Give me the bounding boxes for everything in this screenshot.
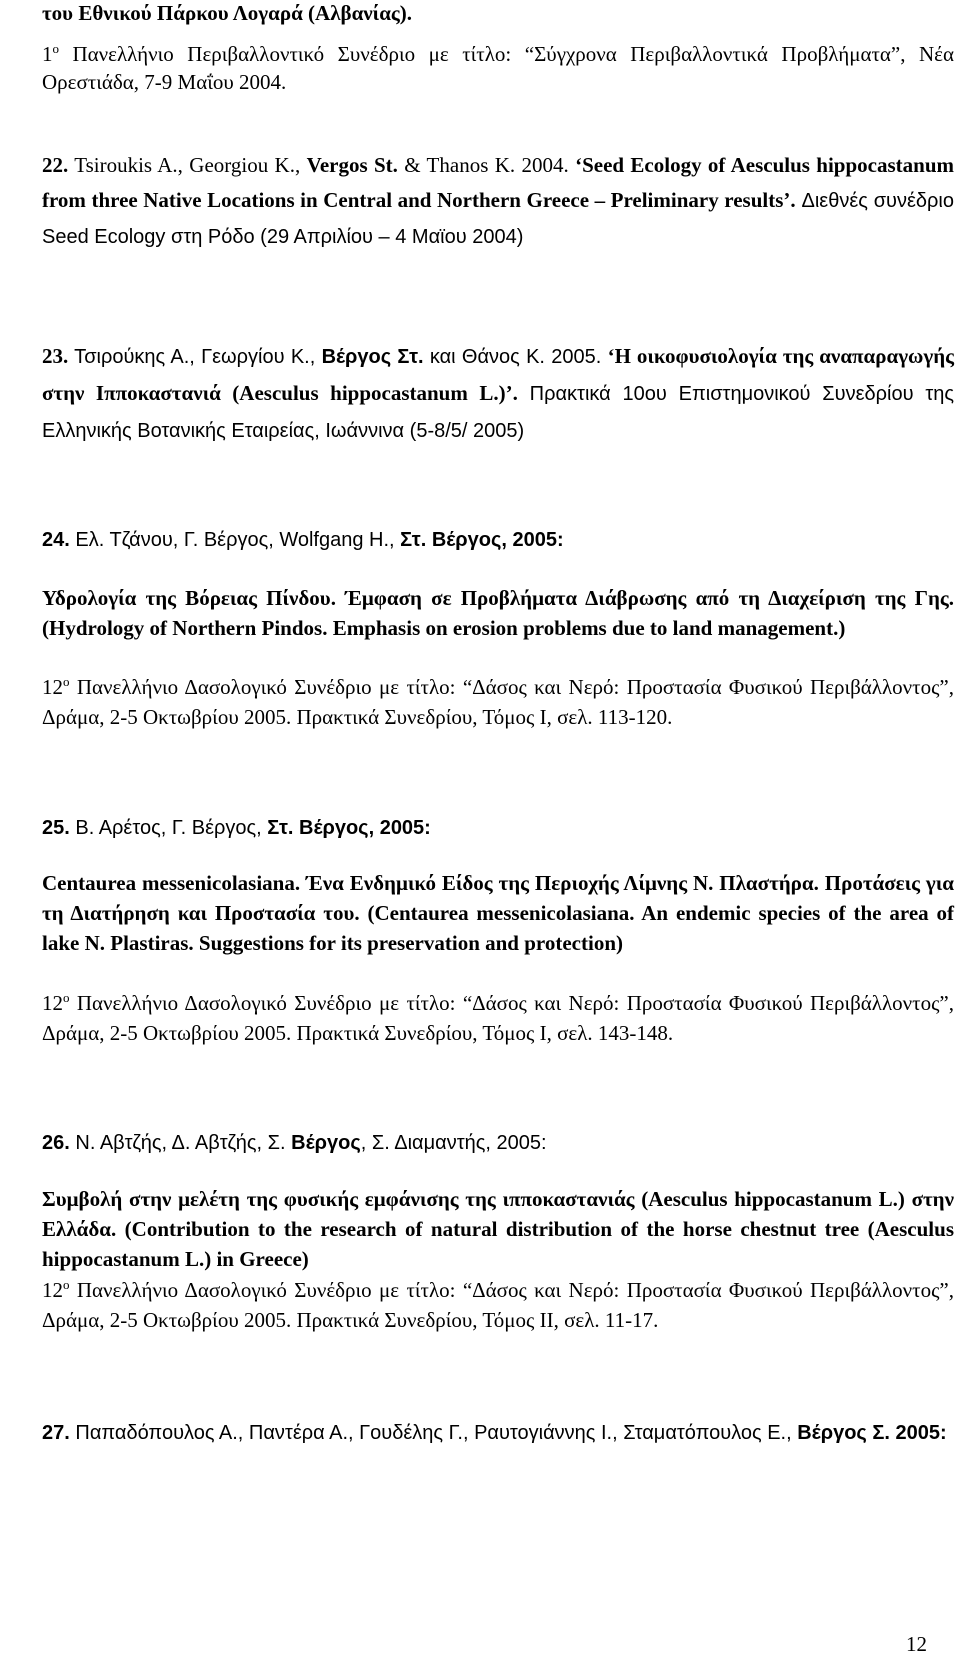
conf-ordinal: ο	[52, 41, 59, 56]
entry-authors-tail: & Thanos K. 2004.	[397, 153, 576, 177]
entry-authors: Παπαδόπουλος Α., Παντέρα Α., Γουδέλης Γ., Ραυτογιάννης Ι., Σταματόπουλος Ε.,	[69, 1422, 798, 1444]
entry-authors-tail: , Σ. Διαμαντής, 2005:	[360, 1132, 547, 1154]
entry-venue: Διεθνές συνέδριο Seed Ecology στη Ρόδο (29 Απριλίου – 4 Μαϊου 2004)	[42, 190, 954, 248]
entry-24-title	[42, 583, 954, 643]
venue-number: 12	[42, 1278, 63, 1302]
entry-author-highlight: Στ. Βέργος, 2005:	[267, 817, 431, 839]
entry-title: Συμβολή στην μελέτη της φυσικής εμφάνισης της ιπποκαστανιάς (Aesculus hippocastanum L.) στην Ελλάδα. (Contribution to the research of natural distribution of the horse chestnut tree (Aesculus hippocastanum L.) in Greece)	[42, 1187, 954, 1271]
entry-authors: Τσιρούκης Α., Γεωργίου Κ.,	[68, 346, 322, 368]
entry-title: Centaurea messenicolasiana. Ένα Ενδημικό Είδος της Περιοχής Λίμνης Ν. Πλαστήρα. Προτάσεις για τη Διατήρηση και Προστασία του. (Centaurea messenicolasiana. An endemic species of the area of lake N. Plastiras. Suggestions for its preservation and protection)	[42, 871, 954, 955]
venue-ordinal: ο	[63, 1277, 70, 1292]
entry-authors: Tsiroukis A., Georgiou K.,	[68, 153, 307, 177]
venue-number: 12	[42, 675, 63, 699]
entry-27	[42, 1418, 954, 1448]
entry-25-venue	[42, 988, 954, 1048]
entry-author-highlight: Βέργος Σ. 2005:	[797, 1422, 947, 1444]
entry-venue: Πρακτικά 10ου Επιστημονικού Συνεδρίου της Ελληνικής Βοτανικής Εταιρείας, Ιωάννινα (5-8/5/ 2005)	[42, 383, 955, 442]
conf-number: 1	[42, 42, 53, 66]
entry-26-header	[42, 1128, 954, 1158]
entry-venue: Πανελλήνιο Δασολογικό Συνέδριο με τίτλο: “Δάσος και Νερό: Προστασία Φυσικού Περιβάλλοντος”, Δράμα, 2-5 Οκτωβρίου 2005. Πρακτικά Συνεδρίου, Τόμος ΙΙ, σελ. 11-17.	[42, 1278, 954, 1332]
entry-author-highlight: Βέργος	[291, 1132, 361, 1154]
entry-authors: Β. Αρέτος, Γ. Βέργος,	[69, 817, 268, 839]
entry-number: 27.	[42, 1422, 70, 1444]
top-continuation-line	[42, 0, 954, 26]
entry-number: 26.	[42, 1132, 70, 1154]
entry-venue: Πανελλήνιο Δασολογικό Συνέδριο με τίτλο: “Δάσος και Νερό: Προστασία Φυσικού Περιβάλλοντος”, Δράμα, 2-5 Οκτωβρίου 2005. Πρακτικά Συνεδρίου, Τόμος Ι, σελ. 143-148.	[42, 991, 954, 1045]
conf-description: Πανελλήνιο Περιβαλλοντικό Συνέδριο με τίτλο: “Σύγχρονα Περιβαλλοντικά Προβλήματα”, Νέα Ορεστιάδα, 7-9 Μαΐου 2004.	[42, 42, 954, 94]
venue-ordinal: ο	[63, 674, 70, 689]
entry-25-header	[42, 813, 954, 843]
entry-title: ‘Η οικοφυσιολογία της αναπαραγωγής στην Ιπποκαστανιά (Aesculus hippocastanum L.)’.	[42, 344, 955, 405]
top-conference-text	[42, 40, 954, 96]
entry-number: 25.	[42, 817, 70, 839]
entry-author-highlight: Βέργος Στ.	[321, 346, 424, 368]
entry-authors: Ν. Αβτζής, Δ. Αβτζής, Σ.	[69, 1132, 292, 1154]
entry-23	[42, 338, 954, 449]
venue-number: 12	[42, 991, 63, 1015]
entry-22	[42, 148, 954, 255]
entry-author-highlight: Vergos St.	[306, 153, 398, 177]
entry-number: 22.	[42, 153, 69, 177]
entry-number: 24.	[42, 529, 70, 551]
entry-26-title	[42, 1184, 954, 1274]
entry-24-venue	[42, 672, 954, 732]
venue-ordinal: ο	[63, 990, 70, 1005]
entry-25-title	[42, 868, 954, 958]
entry-author-highlight: Στ. Βέργος, 2005:	[400, 529, 564, 551]
entry-26-venue	[42, 1275, 954, 1335]
entry-24-header	[42, 525, 954, 555]
entry-title: Υδρολογία της Βόρειας Πίνδου. Έμφαση σε Προβλήματα Διάβρωσης από τη Διαχείριση της Γης. (Hydrology of Northern Pindos. Emphasis on erosion problems due to land management.)	[42, 586, 954, 640]
continuation-text: του Εθνικού Πάρκου Λογαρά (Αλβανίας).	[42, 1, 413, 25]
entry-venue: Πανελλήνιο Δασολογικό Συνέδριο με τίτλο: “Δάσος και Νερό: Προστασία Φυσικού Περιβάλλοντος”, Δράμα, 2-5 Οκτωβρίου 2005. Πρακτικά Συνεδρίου, Τόμος Ι, σελ. 113-120.	[42, 675, 954, 729]
entry-authors: Ελ. Τζάνου, Γ. Βέργος, Wolfgang H.,	[69, 529, 401, 551]
page-number: 12	[906, 1632, 927, 1656]
entry-number: 23.	[42, 344, 69, 368]
entry-authors-tail: και Θάνος Κ. 2005.	[423, 346, 608, 368]
entry-title: ‘Seed Ecology of Aesculus hippocastanum from three Native Locations in Central and Northern Greece – Preliminary results’.	[42, 153, 954, 212]
